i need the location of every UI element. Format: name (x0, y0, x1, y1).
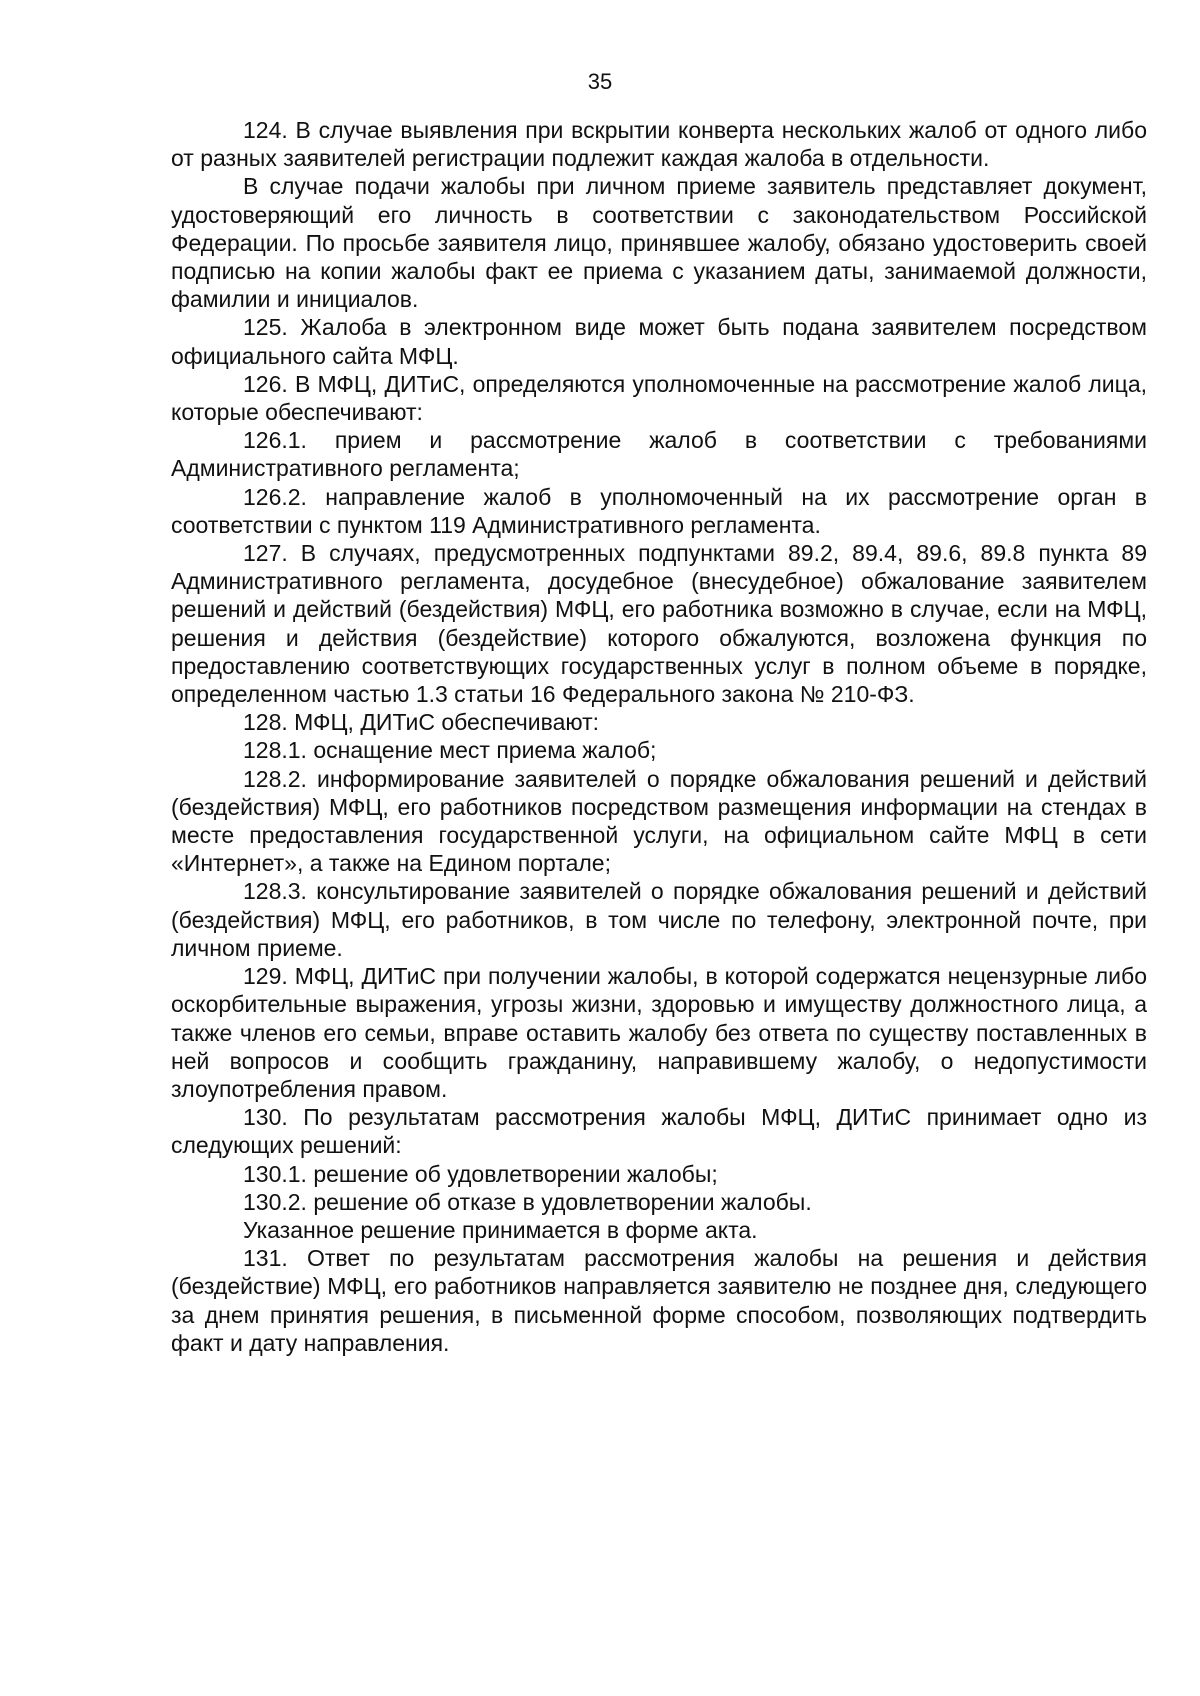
paragraph-128-1: 128.1. оснащение мест приема жалоб; (243, 737, 657, 764)
page-number: 35 (587, 69, 613, 94)
paragraph-128-2: 128.2. информирование заявителей о порядке обжалования решений и действий (бездействия) МФЦ, его работников посредством размещения информации на стендах в месте предоставления государственной услуги, на официальном сайте МФЦ в сети «Интернет», а также на Едином портале; (171, 765, 1147, 877)
paragraph-126-1: 126.1. прием и рассмотрение жалоб в соответствии с требованиями Административного регламента; (171, 427, 1147, 482)
paragraph-125: 125. Жалоба в электронном виде может быть подана заявителем посредством официального сайта МФЦ. (171, 314, 1147, 369)
paragraph-130: 130. По результатам рассмотрения жалобы МФЦ, ДИТиС принимает одно из следующих решений: (171, 1104, 1147, 1159)
paragraph-130-1: 130.1. решение об удовлетворении жалобы; (243, 1160, 718, 1187)
paragraph-130-2: 130.2. решение об отказе в удовлетворении жалобы. (243, 1188, 812, 1215)
paragraph-127: 127. В случаях, предусмотренных подпунктами 89.2, 89.4, 89.6, 89.8 пункта 89 Административного регламента, досудебное (внесудебное) обжалование заявителем решений и действий (бездействия) МФЦ, его работника возможно в случае, если на МФЦ, решения и действия (бездействие) которого обжалуются, возложена функция по предоставлению соответствующих государственных услуг в полном объеме в порядке, определенном частью 1.3 статьи 16 Федерального закона № 210-ФЗ. (171, 540, 1147, 708)
paragraph-126-2: 126.2. направление жалоб в уполномоченный на их рассмотрение орган в соответствии с пунктом 119 Административного регламента. (171, 483, 1147, 538)
paragraph-131: 131. Ответ по результатам рассмотрения жалобы на решения и действия (бездействие) МФЦ, его работников направляется заявителю не позднее дня, следующего за днем принятия решения, в письменной форме способом, позволяющих подтвердить факт и дату направления. (171, 1245, 1147, 1356)
paragraph-128-3: 128.3. консультирование заявителей о порядке обжалования решений и действий (бездействия) МФЦ, его работников, в том числе по телефону, электронной почте, при личном приеме. (171, 878, 1147, 961)
paragraph-124: 124. В случае выявления при вскрытии конверта нескольких жалоб от одного либо от разных заявителей регистрации подлежит каждая жалоба в отдельности. (171, 117, 1147, 172)
paragraph-126: 126. В МФЦ, ДИТиС, определяются уполномоченные на рассмотрение жалоб лица, которые обеспечивают: (171, 370, 1147, 426)
paragraph-124-personal-reception: В случае подачи жалобы при личном приеме заявитель представляет документ, удостоверяющий его личность в соответствии с законодательством Российской Федерации. По просьбе заявителя лицо, принявшее жалобу, обязано удостоверить своей подписью на копии жалобы факт ее приема с указанием даты, занимаемой должности, фамилии и инициалов. (171, 173, 1147, 313)
paragraph-128: 128. МФЦ, ДИТиС обеспечивают: (243, 709, 600, 736)
paragraph-129: 129. МФЦ, ДИТиС при получении жалобы, в которой содержатся нецензурные либо оскорбительные выражения, угрозы жизни, здоровью и имуществу должностного лица, а также членов его семьи, вправе оставить жалобу без ответа по существу поставленных в ней вопросов и сообщить гражданину, направившему жалобу, о недопустимости злоупотребления правом. (171, 963, 1147, 1102)
document-body (171, 116, 1147, 1357)
paragraph-130-act-form: Указанное решение принимается в форме акта. (243, 1216, 758, 1243)
